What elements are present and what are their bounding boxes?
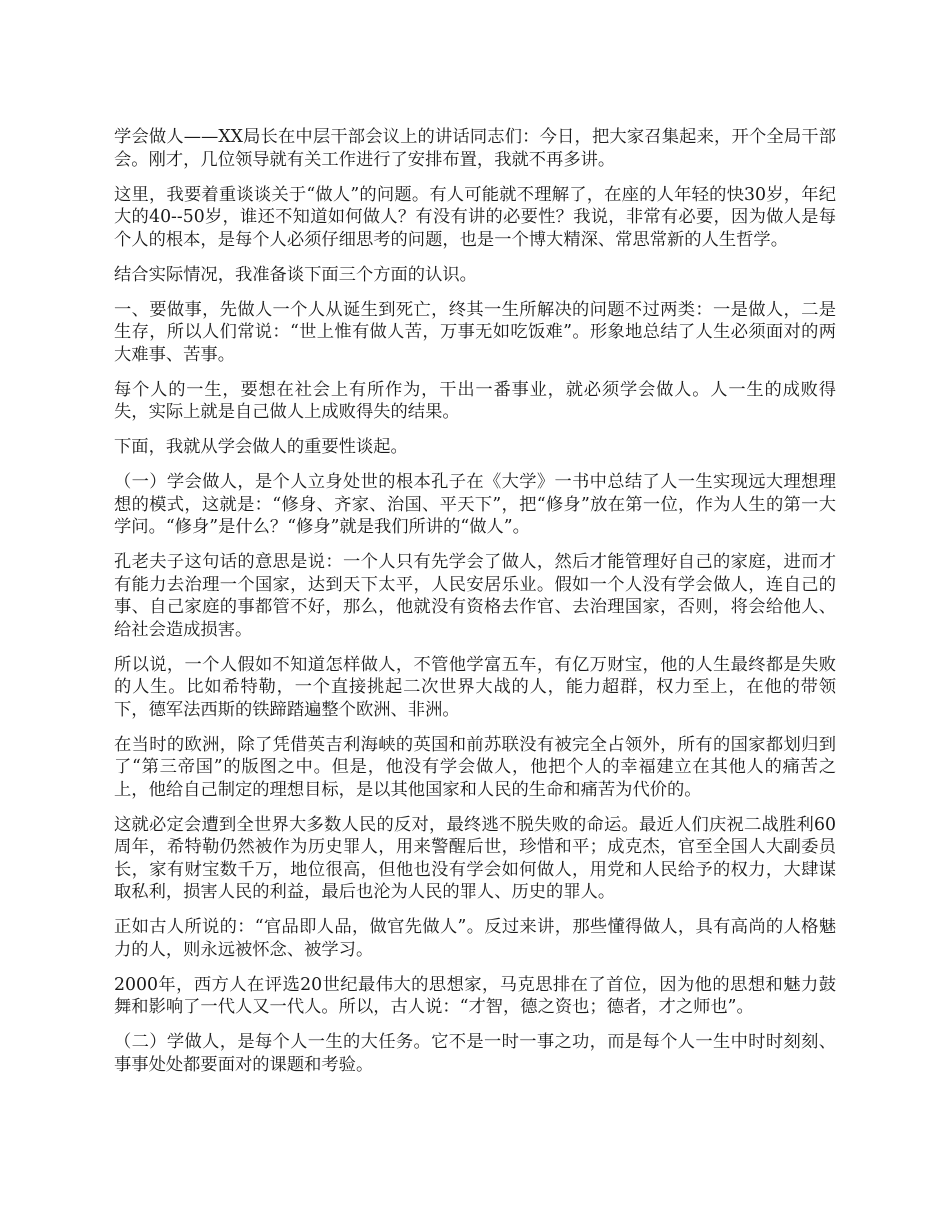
paragraph-12: 正如古人所说的：“官品即人品，做官先做人”。反过来讲，那些懂得做人，具有高尚的人格魅力的人，则永远被怀念、被学习。	[114, 917, 836, 960]
paragraph-8: 孔老夫子这句话的意思是说：一个人只有先学会了做人，然后才能管理好自己的家庭，进而才有能力去治理一个国家，达到天下太平，人民安居乐业。假如一个人没有学会做人，连自己的事、自己家庭的事都管不好，那么，他就没有资格去作官、去治理国家，否则，将会给他人、给社会造成损害。	[114, 552, 836, 640]
paragraph-4: 一、要做事，先做人一个人从诞生到死亡，终其一生所解决的问题不过两类：一是做人，二是生存，所以人们常说：“世上惟有做人苦，万事无如吃饭难”。形象地总结了人生必须面对的两大难事、苦事。	[114, 299, 836, 365]
paragraph-2: 这里，我要着重谈谈关于“做人”的问题。有人可能就不理解了，在座的人年轻的快30岁，年纪大的40--50岁，谁还不知道如何做人？有没有讲的必要性？我说，非常有必要，因为做人是每个人的根本，是每个人必须仔细思考的问题，也是一个博大精深、常思常新的人生哲学。	[114, 184, 836, 250]
paragraph-7: （一）学会做人，是个人立身处世的根本孔子在《大学》一书中总结了人一生实现远大理想理想的模式，这就是：“修身、齐家、治国、平天下”，把“修身”放在第一位，作为人生的第一大学问。“修身”是什么？“修身”就是我们所讲的“做人”。	[114, 472, 836, 537]
paragraph-13: 2000年，西方人在评选20世纪最伟大的思想家，马克思排在了首位，因为他的思想和魅力鼓舞和影响了一代人又一代人。所以，古人说：“才智，德之资也；德者，才之师也”。	[114, 974, 836, 1017]
paragraph-10: 在当时的欧洲，除了凭借英吉利海峡的英国和前苏联没有被完全占领外，所有的国家都划归到了“第三帝国”的版图之中。但是，他没有学会做人，他把个人的幸福建立在其他人的痛苦之上，他给自己制定的理想目标，是以其他国家和人民的生命和痛苦为代价的。	[114, 734, 836, 800]
document-body	[114, 126, 836, 1089]
paragraph-3: 结合实际情况，我准备谈下面三个方面的认识。	[114, 264, 477, 285]
paragraph-11: 这就必定会遭到全世界大多数人民的反对，最终逃不脱失败的命运。最近人们庆祝二战胜利60周年，希特勒仍然被作为历史罪人，用来警醒后世，珍惜和平；成克杰，官至全国人大副委员长，家有财宝数千万，地位很高，但他也没有学会如何做人，用党和人民给予的权力，大肆谋取私利，损害人民的利益，最后也沦为人民的罪人、历史的罪人。	[114, 814, 836, 902]
paragraph-5: 每个人的一生，要想在社会上有所作为，干出一番事业，就必须学会做人。人一生的成败得失，实际上就是自己做人上成败得失的结果。	[114, 379, 836, 422]
paragraph-6: 下面，我就从学会做人的重要性谈起。	[114, 437, 408, 457]
paragraph-1: 学会做人——XX局长在中层干部会议上的讲话同志们：今日，把大家召集起来，开个全局干部会。刚才，几位领导就有关工作进行了安排布置，我就不再多讲。	[114, 127, 836, 170]
paragraph-9: 所以说，一个人假如不知道怎样做人，不管他学富五车，有亿万财宝，他的人生最终都是失败的人生。比如希特勒，一个直接挑起二次世界大战的人，能力超群，权力至上，在他的带领下，德军法西斯的铁蹄踏遍整个欧洲、非洲。	[114, 654, 836, 720]
paragraph-14: （二）学做人，是每个人一生的大任务。它不是一时一事之功，而是每个人一生中时时刻刻、事事处处都要面对的课题和考验。	[114, 1032, 836, 1075]
